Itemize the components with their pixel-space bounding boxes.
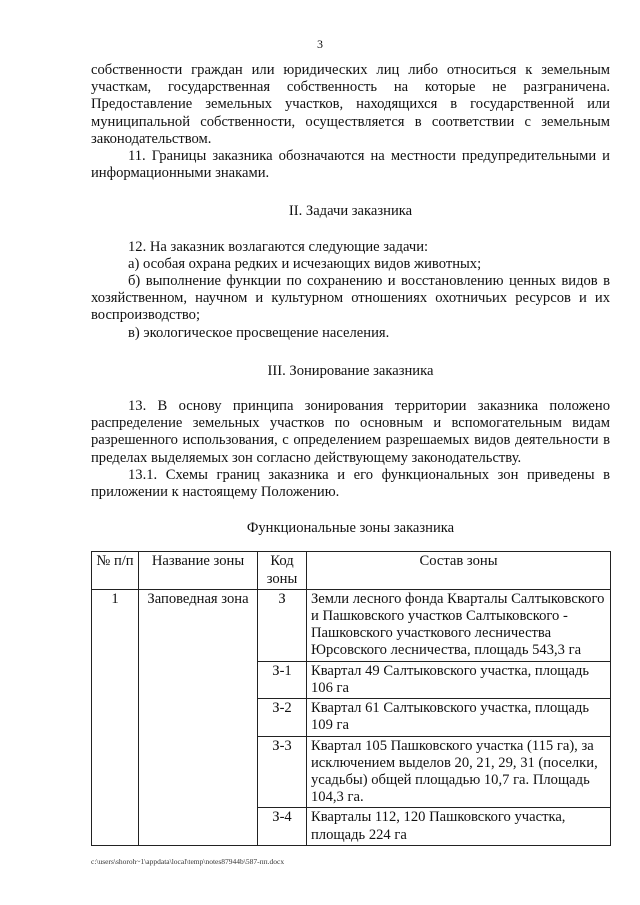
page-number: 3 — [317, 37, 323, 51]
section-heading-zoning: III. Зонирование заказника — [267, 362, 434, 379]
paragraph-12b: б) выполнение функции по сохранению и восстановлению ценных видов в хозяйственном, научном и культурном отношениях охотничьих ресурсов и их воспроизводство; — [91, 273, 610, 324]
code-cell: З-3 — [258, 736, 307, 808]
paragraph-13-1: 13.1. Схемы границ заказника и его функциональных зон приведены в приложении к настоящему Положению. — [91, 466, 610, 501]
document-body — [91, 62, 610, 846]
paragraph-12a: а) особая охрана редких и исчезающих видов животных; — [128, 255, 482, 272]
content-cell: Квартал 61 Салтыковского участка, площадь 109 га — [307, 699, 611, 736]
table-caption: Функциональные зоны заказника — [246, 520, 455, 537]
code-cell: З — [258, 589, 307, 661]
content-cell: Квартал 49 Салтыковского участка, площадь 106 га — [307, 661, 611, 698]
paragraph-13: 13. В основу принципа зонирования территории заказника положено распределение земельных участков по основным и вспомогательным видам разрешенного использования, с определением разрешаемых видов деятельности в пределах выделяемых зон согласно действующему законодательству. — [91, 398, 610, 466]
paragraph-ownership: собственности граждан или юридических лиц либо относиться к земельным участкам, государственная собственность на которые не разграничена. Предоставление земельных участков, находящихся в государственной или муниципальной собственности, осуществляется в соответствии с земельным законодательством. — [91, 62, 610, 147]
header-content: Состав зоны — [307, 552, 611, 589]
header-code: Код зоны — [258, 552, 307, 589]
row-num-cell: 1 — [92, 589, 139, 845]
table-row — [92, 589, 611, 661]
file-path-footer: c:\users\shoroh~1\appdata\local\temp\notes87944b\587-пп.docx — [91, 857, 285, 866]
table-header-row — [92, 552, 611, 589]
code-cell: З-1 — [258, 661, 307, 698]
header-name: Название зоны — [139, 552, 258, 589]
content-cell: Земли лесного фонда Кварталы Салтыковского и Пашковского участков Салтыковского - Пашковского участкового лесничества Юрсовского лесничества, площадь 543,3 га — [307, 589, 611, 661]
code-cell: З-2 — [258, 699, 307, 736]
paragraph-12: 12. На заказник возлагаются следующие задачи: — [128, 238, 429, 255]
zones-table — [91, 551, 611, 845]
code-cell: З-4 — [258, 808, 307, 845]
paragraph-11: 11. Границы заказника обозначаются на местности предупредительными и информационными знаками. — [91, 148, 610, 182]
content-cell: Квартал 105 Пашковского участка (115 га), за исключением выделов 20, 21, 29, 31 (поселки, усадьбы) общей площадью 10,7 га. Площадь 104,3 га. — [307, 736, 611, 808]
header-num: № п/п — [92, 552, 139, 589]
content-cell: Кварталы 112, 120 Пашковского участка, площадь 224 га — [307, 808, 611, 845]
section-heading-tasks: II. Задачи заказника — [288, 203, 413, 220]
row-name-cell: Заповедная зона — [139, 589, 258, 845]
paragraph-12c: в) экологическое просвещение населения. — [128, 324, 390, 341]
